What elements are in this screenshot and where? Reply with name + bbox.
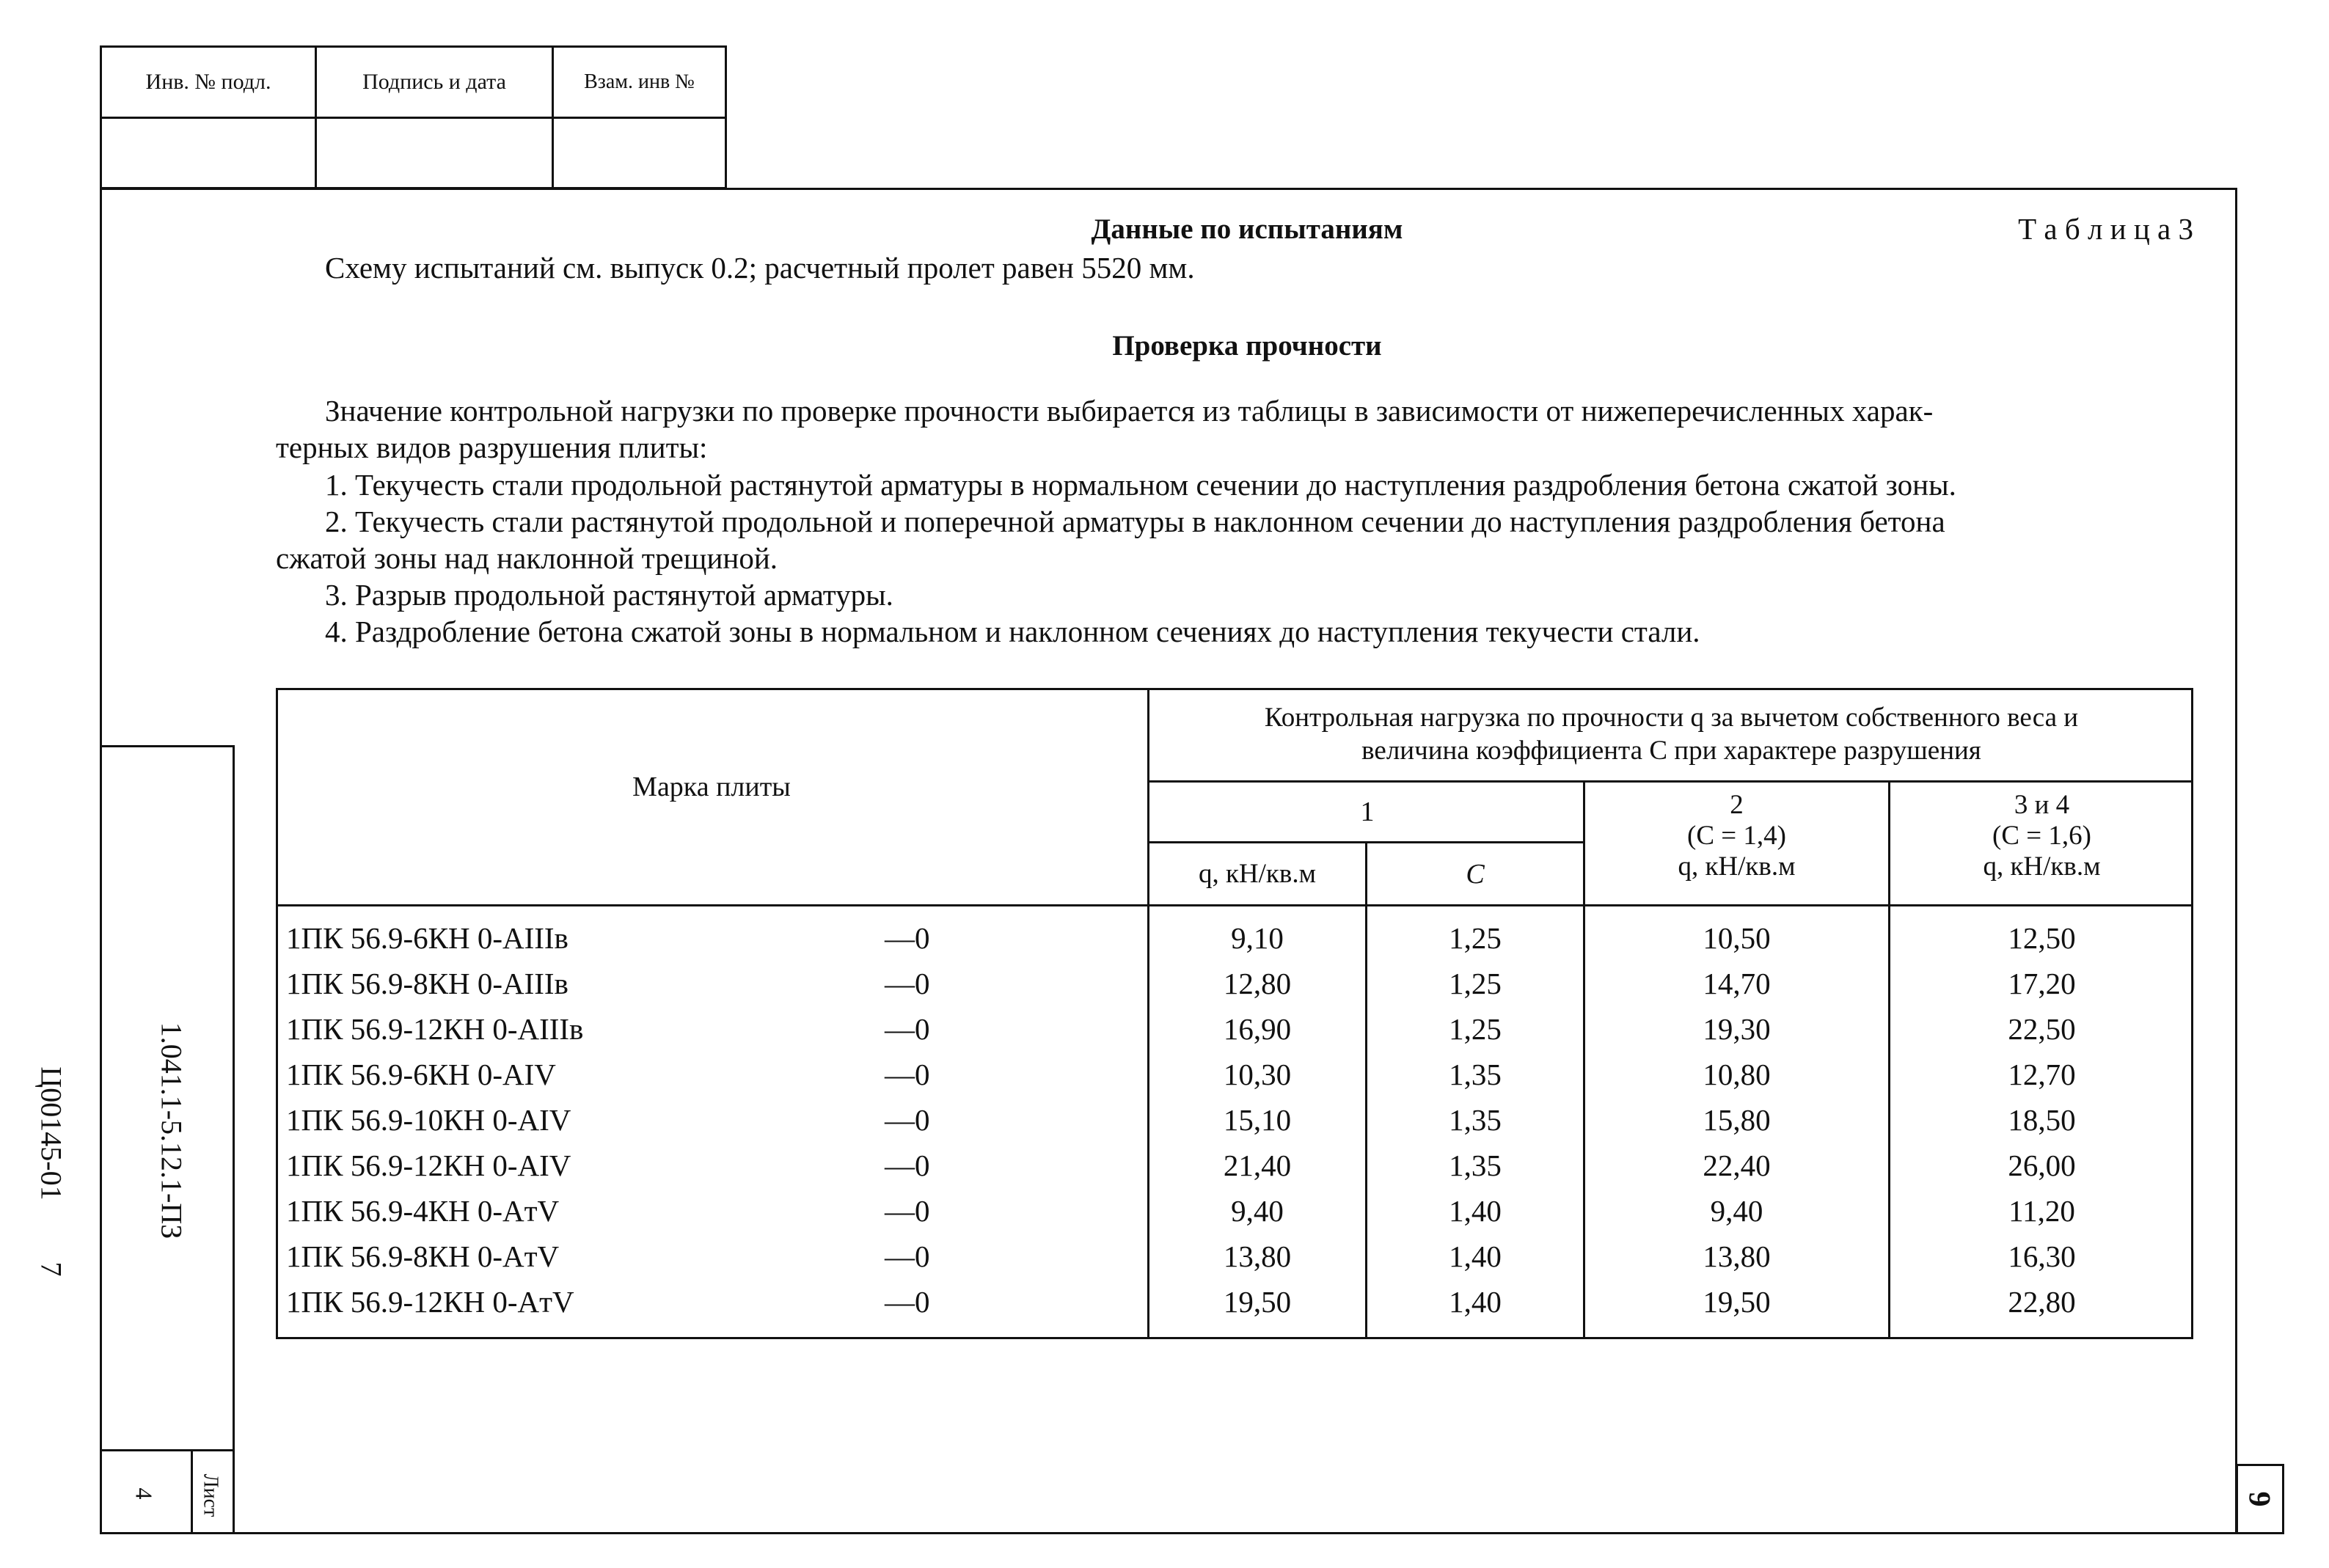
header-type2-line1: 2 <box>1730 790 1744 820</box>
archive-page-holder <box>33 1254 70 1283</box>
sheet-label-holder <box>173 1473 246 1517</box>
row-q2: 19,50 <box>1703 1285 1771 1319</box>
header-group-line2: величина коэффициента C при характере разрушения <box>1361 736 1981 766</box>
row-q34: 11,20 <box>2008 1194 2075 1228</box>
row-q1: 13,80 <box>1223 1239 1292 1273</box>
intro-line2: терных видов разрушения плиты: <box>276 431 708 464</box>
table-row <box>276 915 2193 961</box>
row-q34: 26,00 <box>2008 1148 2076 1182</box>
row-suffix: —0 <box>885 921 930 955</box>
row-suffix: —0 <box>885 1058 930 1091</box>
page-corner-number: 6 <box>2243 1491 2277 1507</box>
header-sub-c: C <box>1466 858 1485 890</box>
row-c: 1,25 <box>1449 1012 1502 1046</box>
row-mark: 1ПК 56.9-12КН 0-AIIIв <box>286 1012 584 1046</box>
row-q2: 9,40 <box>1710 1194 1763 1228</box>
row-q2: 22,40 <box>1703 1148 1771 1182</box>
row-suffix: —0 <box>885 1012 930 1046</box>
sheet-label: Лист <box>198 1473 222 1517</box>
stamp-vzam-label: Взам. инв № <box>552 45 727 119</box>
item-3: 3. Разрыв продольной растянутой арматуры. <box>325 578 893 612</box>
doc-code-holder <box>135 1022 208 1239</box>
stamp-podpis-value <box>315 117 554 189</box>
header-type34-line1: 3 и 4 <box>2014 790 2070 820</box>
left-binding-column <box>100 745 235 1534</box>
header-type34 <box>1890 783 2193 904</box>
row-q1: 9,10 <box>1231 921 1284 955</box>
archive-code-holder <box>0 1066 103 1201</box>
row-mark: 1ПК 56.9-6КН 0-AIV <box>286 1058 556 1091</box>
row-q1: 21,40 <box>1223 1148 1292 1182</box>
row-q2: 19,30 <box>1703 1012 1771 1046</box>
table-row <box>276 1279 2193 1325</box>
row-q34: 17,20 <box>2008 967 2076 1000</box>
row-q1: 12,80 <box>1223 967 1292 1000</box>
stamp-block <box>100 45 727 189</box>
row-mark: 1ПК 56.9-6КН 0-AIIIв <box>286 921 568 955</box>
row-mark: 1ПК 56.9-10КН 0-AIV <box>286 1103 571 1137</box>
archive-page: 7 <box>34 1261 68 1276</box>
test-data-table <box>276 688 2193 1339</box>
row-mark: 1ПК 56.9-8КН 0-AIIIв <box>286 967 568 1000</box>
row-q34: 18,50 <box>2008 1103 2076 1137</box>
row-c: 1,25 <box>1449 921 1502 955</box>
row-suffix: —0 <box>885 1239 930 1273</box>
stamp-podpis-label: Подпись и дата <box>315 45 554 119</box>
row-suffix: —0 <box>885 1285 930 1319</box>
row-q1: 9,40 <box>1231 1194 1284 1228</box>
row-c: 1,35 <box>1449 1058 1502 1091</box>
page-corner-holder <box>2238 1466 2282 1532</box>
table-row <box>276 1052 2193 1097</box>
table-row <box>276 1143 2193 1188</box>
row-suffix: —0 <box>885 1103 930 1137</box>
row-suffix: —0 <box>885 1194 930 1228</box>
row-q1: 16,90 <box>1223 1012 1292 1046</box>
header-type1: 1 <box>1360 796 1375 827</box>
header-mark: Марка плиты <box>632 772 791 802</box>
item-2-line1: 2. Текучесть стали растянутой продольной и поперечной арматуры в наклонном сечении до наступления раздробления бетона <box>325 505 1945 538</box>
table-label: Т а б л и ц а 3 <box>2018 212 2193 246</box>
row-q34: 22,80 <box>2008 1285 2076 1319</box>
row-c: 1,40 <box>1449 1239 1502 1273</box>
item-4: 4. Раздробление бетона сжатой зоны в нормальном и наклонном сечениях до наступления текучести стали. <box>325 615 1700 648</box>
row-q34: 12,70 <box>2008 1058 2076 1091</box>
table-row <box>276 1097 2193 1143</box>
header-type2-line3: q, кН/кв.м <box>1678 851 1796 882</box>
row-mark: 1ПК 56.9-8КН 0-AтV <box>286 1239 560 1273</box>
row-mark: 1ПК 56.9-12КН 0-AтV <box>286 1285 574 1319</box>
row-q1: 10,30 <box>1223 1058 1292 1091</box>
header-sub-q: q, кН/кв.м <box>1198 858 1317 889</box>
doc-code: 1.041.1-5.12.1-ПЗ <box>155 1022 189 1239</box>
sheet-divider <box>100 1449 235 1451</box>
header-type2-line2: (C = 1,4) <box>1687 821 1786 851</box>
table-row <box>276 1234 2193 1279</box>
row-suffix: —0 <box>885 1148 930 1182</box>
row-q34: 22,50 <box>2008 1012 2076 1046</box>
row-c: 1,40 <box>1449 1285 1502 1319</box>
row-q1: 15,10 <box>1223 1103 1292 1137</box>
strength-heading: Проверка прочности <box>1112 330 1382 362</box>
row-mark: 1ПК 56.9-12КН 0-AIV <box>286 1148 571 1182</box>
stamp-inv-podl-label: Инв. № подл. <box>100 45 317 119</box>
row-c: 1,35 <box>1449 1148 1502 1182</box>
stamp-inv-podl-value <box>100 117 317 189</box>
archive-code: Ц00145-01 <box>34 1066 68 1201</box>
document-title: Данные по испытаниям <box>1091 213 1403 245</box>
sheet-number-holder <box>129 1479 158 1508</box>
header-group <box>1149 688 2193 780</box>
table-row <box>276 1188 2193 1234</box>
row-c: 1,25 <box>1449 967 1502 1000</box>
row-q34: 12,50 <box>2008 921 2076 955</box>
sheet-number: 4 <box>131 1487 158 1499</box>
stamp-vzam-value <box>552 117 727 189</box>
row-c: 1,35 <box>1449 1103 1502 1137</box>
table-row <box>276 1006 2193 1052</box>
header-type2 <box>1585 783 1888 904</box>
intro-line1: Значение контрольной нагрузки по проверке прочности выбирается из таблицы в зависимости от нижеперечисленных харак- <box>325 394 1934 428</box>
table-row <box>276 961 2193 1006</box>
row-q2: 10,80 <box>1703 1058 1771 1091</box>
page-corner-box <box>2236 1464 2284 1534</box>
row-q1: 19,50 <box>1223 1285 1292 1319</box>
row-q2: 14,70 <box>1703 967 1771 1000</box>
hline-header <box>276 904 2193 906</box>
row-q34: 16,30 <box>2008 1239 2076 1273</box>
header-group-line1: Контрольная нагрузка по прочности q за вычетом собственного веса и <box>1264 703 2079 733</box>
item-2-line2: сжатой зоны над наклонной трещиной. <box>276 541 778 575</box>
header-type34-line2: (C = 1,6) <box>1992 821 2091 851</box>
item-1: 1. Текучесть стали продольной растянутой арматуры в нормальном сечении до наступления раздробления бетона сжатой зоны. <box>325 468 1956 502</box>
row-suffix: —0 <box>885 967 930 1000</box>
row-q2: 13,80 <box>1703 1239 1771 1273</box>
scheme-note: Схему испытаний см. выпуск 0.2; расчетный пролет равен 5520 мм. <box>325 251 1195 285</box>
header-type34-line3: q, кН/кв.м <box>1983 851 2101 882</box>
row-c: 1,40 <box>1449 1194 1502 1228</box>
row-q2: 10,50 <box>1703 921 1771 955</box>
row-q2: 15,80 <box>1703 1103 1771 1137</box>
row-mark: 1ПК 56.9-4КН 0-AтV <box>286 1194 560 1228</box>
